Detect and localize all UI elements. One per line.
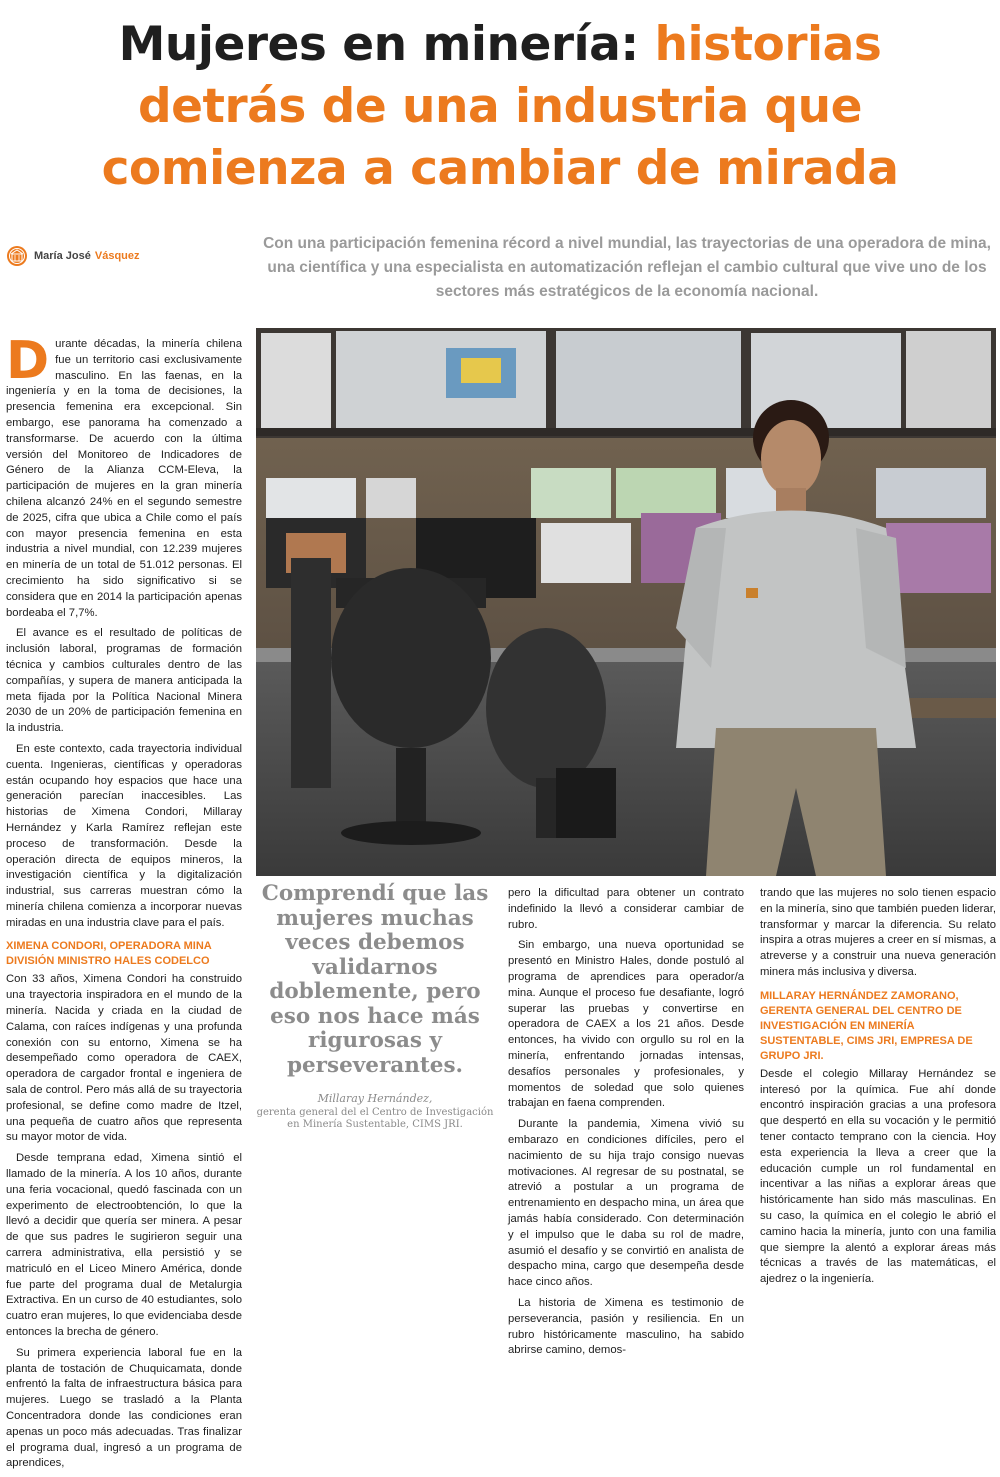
drop-cap: D xyxy=(6,331,50,391)
article-column-4 xyxy=(760,886,996,1293)
paragraph: Desde temprana edad, Ximena sintió el llamado de la minería. A los 10 años, durante una feria vocacional, quedó fascinada con un experimento de electroobtención, lo que la llevó a decidir que quería ser minera. A pesar de que sus padres le sugirieron seguir una carrera administrativa, ella persistió y se matriculó en el Liceo Minero América, donde fue parte del programa dual de Metalurgia Extractiva. En un curso de 40 estudiantes, solo cuatro eran mujeres, lo que evidenciaba desde entonces la brecha de género. xyxy=(6,1152,242,1339)
pull-quote-author-role: gerenta general del el Centro de Investigación en Minería Sustentable, CIMS JRI. xyxy=(256,1107,494,1130)
headline-line2: detrás de una industria que xyxy=(137,79,863,134)
headline xyxy=(0,14,1000,200)
pull-quote xyxy=(256,882,494,1131)
author-last-name: Vásquez xyxy=(94,250,140,262)
paragraph: El avance es el resultado de políticas de inclusión laboral, programas de formación técnica y cambios culturales dentro de las compañías, y supera de manera anticipada la meta fijada por la Política Nacional Minera 2030 de un 20% de participación femenina en la industria. xyxy=(6,627,242,735)
paragraph: Su primera experiencia laboral fue en la planta de tostación de Chuquicamata, donde enfrentó la falta de infraestructura básica para mujeres. Luego se trasladó a la Planta Concentradora donde las condiciones eran apenas un poco más adecuadas. Tras finalizar el programa dual, ingresó a un programa de aprendices, xyxy=(6,1346,242,1470)
headline-part2: historias xyxy=(654,17,882,72)
paragraph: Con 33 años, Ximena Condori ha construido una trayectoria inspiradora en el mundo de la minería. Nacida y criada en la ciudad de Calama, con raíces indígenas y una profunda conexión con su entorno, Ximena se ha desempeñado como operadora de CAEX, operadora de cargador frontal e ingeniera de sala de control. Pero más allá de su trayectoria profesional, se define como madre de Itzel, una pequeña de cuatro años que representa su mayor motor de vida. xyxy=(6,973,242,1144)
headline-line3: comienza a cambiar de mirada xyxy=(101,141,899,196)
headline-part1: Mujeres en minería: xyxy=(118,17,639,72)
article-column-1 xyxy=(6,331,242,1477)
paragraph-intro xyxy=(6,331,242,621)
article-column-3 xyxy=(508,886,744,1364)
paragraph: Desde el colegio Millaray Hernández se interesó por la química. Fue ahí donde encontró inspiración gracias a una profesora que despertó en ella su vocación y le permitió tener contacto temprano con la ciencia. Hoy esta experiencia la lleva a creer que la educación cumple un rol fundamental en incentivar a las niñas a explorar áreas que históricamente han sido más masculinas. En su caso, la química en el colegio le abrió el camino hacia la minería, junto con una familia que siempre la alentó a explorar áreas más técnicas a través de las matemáticas, el ajedrez o la ingeniería. xyxy=(760,1067,996,1286)
paragraph: Durante la pandemia, Ximena vivió su embarazo en condiciones difíciles, pero el nacimiento de su hija trajo consigo nuevas motivaciones. Al regresar de su postnatal, se atrevió a postular a un programa de entrenamiento en despacho mina, un área que jamás había considerado. Con determinación y el impulso que le daba su rol de madre, asumió el desafío y se convirtió en analista de despacho mina, cargo que desempeña desde hace cinco años. xyxy=(508,1118,744,1289)
section-heading-millaray: MILLARAY HERNÁNDEZ ZAMORANO, GERENTA GENERAL DEL CENTRO DE INVESTIGACIÓN EN MINERÍA SUSTENTABLE, CIMS JRI, EMPRESA DE GRUPO JRI. xyxy=(760,989,973,1062)
byline xyxy=(6,245,140,267)
newspaper-logo-icon xyxy=(6,245,28,267)
paragraph: pero la dificultad para obtener un contrato indefinido la llevó a considerar cambiar de rubro. xyxy=(508,887,744,931)
photo-control-room xyxy=(256,328,996,876)
author-first-name: María José xyxy=(34,250,91,262)
lead-paragraph: Con una participación femenina récord a nivel mundial, las trayectorias de una operadora de mina, una científica y una especialista en automatización reflejan el cambio cultural que vive uno de los sectores más estratégicos de la economía nacional. xyxy=(263,235,991,300)
section-heading-ximena: XIMENA CONDORI, OPERADORA MINA DIVISIÓN MINISTRO HALES CODELCO xyxy=(6,940,212,968)
paragraph: La historia de Ximena es testimonio de perseverancia, pasión y resiliencia. En un rubro históricamente masculino, ha sabido abrirse camino, demos- xyxy=(508,1296,744,1357)
pull-quote-author: Millaray Hernández, xyxy=(317,1092,433,1105)
paragraph: Sin embargo, una nueva oportunidad se presentó en Ministro Hales, donde postuló al programa de aprendices para operador/a mina. Aunque el proceso fue desafiante, logró superar las pruebas y convertirse en operadora de CAEX a los 21 años. Desde entonces, ha vivido con orgullo su rol en la minería, enfrentando jornadas intensas, desafíos personales y profesionales, y momentos de soledad que solo quienes trabajan en faena comprenden. xyxy=(508,939,744,1110)
pull-quote-text: Comprendí que las mujeres muchas veces debemos validarnos doblemente, pero eso nos hace más rigurosas y perseverantes. xyxy=(261,881,489,1078)
paragraph: En este contexto, cada trayectoria individual cuenta. Ingenieras, científicas y operadoras están ocupando hoy espacios que hace una generación parecían inaccesibles. Las historias de Ximena Condori, Millaray Hernández y Karla Ramírez reflejan este proceso de transformación. Desde la operación directa de equipos mineros, la investigación científica y la digitalización industrial, sus carreras muestran cómo la minería chilena comienza a incorporar nuevas miradas en una industria clave para el país. xyxy=(6,742,242,929)
paragraph-intro-text: urante décadas, la minería chilena fue un territorio casi exclusivamente masculino. En las faenas, en la ingeniería y en la toma de decisiones, la presencia femenina era excepcional. Sin embargo, ese panorama ha comenzado a transformarse. De acuerdo con la última versión del Monitoreo de Indicadores de Género de la Alianza CCM-Eleva, la participación de mujeres en la gran minería chilena alcanzó 24% en el segundo semestre de 2025, cifra que ubica a Chile como el país con mayor presencia femenina en esta industria a nivel mundial, con 12.239 mujeres en minería de un total de 51.012 personas. El crecimiento ha sido significativo si se considera que en 2014 la participación apenas bordeaba el 7,7%. xyxy=(6,338,242,619)
photo-illustration xyxy=(256,328,996,876)
paragraph: trando que las mujeres no solo tienen espacio en la minería, sino que también pueden liderar, transformar y marcar la diferencia. Su relato inspira a otras mujeres a creer en sí mismas, a atreverse y a construir una nueva generación minera más inclusiva y diversa. xyxy=(760,887,996,978)
